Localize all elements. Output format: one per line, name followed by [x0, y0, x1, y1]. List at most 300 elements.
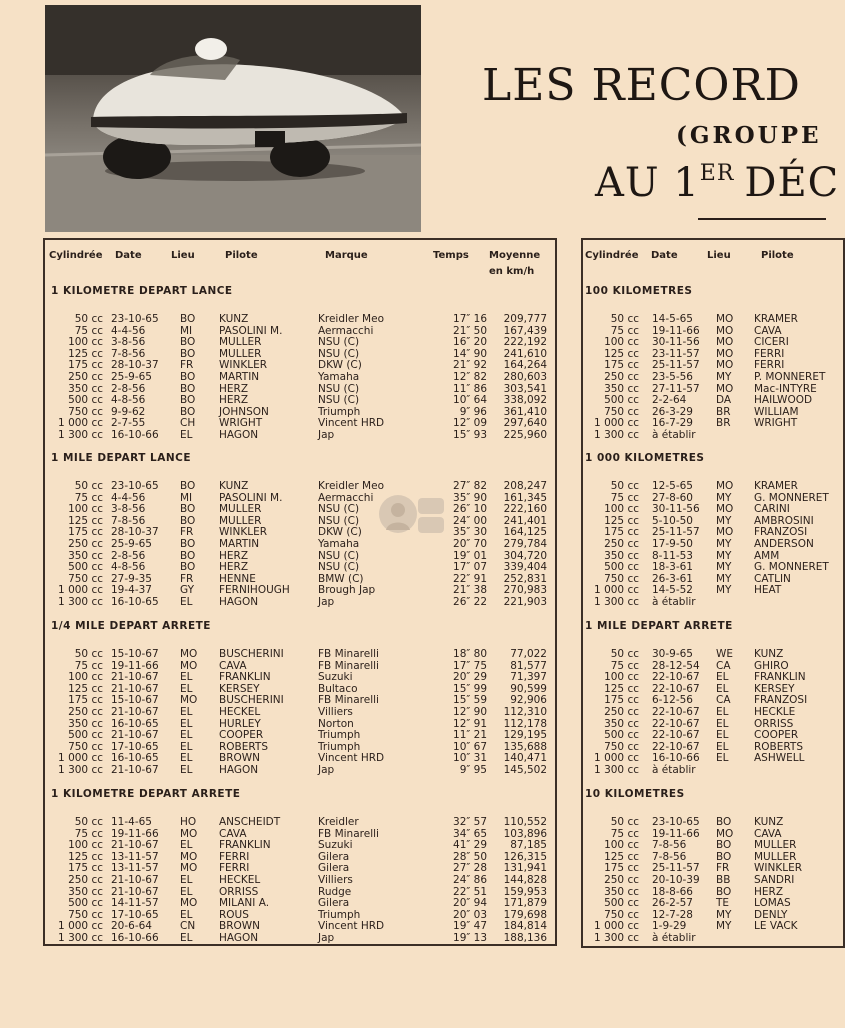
- marque-cell: Jap: [318, 932, 335, 944]
- table-row: [45, 584, 555, 596]
- table-row: [45, 671, 555, 683]
- lieu-cell: MO: [180, 897, 198, 910]
- header-lieu: Lieu: [707, 250, 731, 261]
- lieu-cell: EL: [716, 729, 729, 742]
- lieu-cell: EL: [180, 874, 193, 886]
- cylindree-cell: 750 cc: [68, 908, 103, 921]
- cylindree-cell: 1 300 cc: [594, 764, 639, 776]
- records-table-left: [43, 238, 557, 946]
- cylindree-cell: 250 cc: [604, 538, 639, 550]
- lieu-cell: MO: [716, 526, 734, 539]
- table-row: [583, 429, 843, 441]
- cylindree-cell: 50 cc: [610, 480, 639, 492]
- date-cell: 2-7-55: [111, 417, 146, 430]
- marque-cell: Suzuki: [318, 671, 353, 684]
- marque-cell: Gilera: [318, 862, 350, 875]
- cylindree-cell: 1 300 cc: [594, 429, 639, 441]
- cylindree-cell: 1 000 cc: [58, 417, 103, 430]
- moyenne-cell: 280,603: [503, 371, 547, 383]
- cylindree-cell: 1 300 cc: [58, 429, 103, 441]
- marque-cell: Aermacchi: [318, 324, 374, 337]
- table-row: [45, 828, 555, 840]
- section-title: 1 KILOMETRE DEPART ARRETE: [51, 788, 241, 800]
- lieu-cell: BO: [180, 538, 196, 550]
- date-cell: à établir: [652, 932, 696, 944]
- pilote-cell: HEAT: [754, 584, 782, 597]
- lieu-cell: MO: [716, 336, 734, 349]
- cylindree-cell: 350 cc: [68, 382, 103, 395]
- table-row: [583, 752, 843, 764]
- pilote-cell: HURLEY: [219, 717, 261, 730]
- lieu-cell: BO: [180, 405, 196, 418]
- lieu-cell: EL: [716, 717, 729, 730]
- lieu-cell: MY: [716, 908, 732, 921]
- date-cell: 21-10-67: [111, 729, 159, 742]
- pilote-cell: ANSCHEIDT: [219, 816, 281, 828]
- lieu-cell: BR: [716, 405, 731, 418]
- cylindree-cell: 125 cc: [68, 347, 103, 360]
- date-cell: 22-10-67: [652, 682, 700, 695]
- table-row: [45, 729, 555, 741]
- marque-cell: Suzuki: [318, 839, 353, 852]
- marque-cell: NSU (C): [318, 336, 360, 349]
- pilote-cell: ANDERSON: [754, 538, 814, 550]
- temps-cell: 15″ 93: [453, 429, 487, 441]
- moyenne-cell: 135,688: [503, 740, 547, 753]
- cylindree-cell: 100 cc: [604, 671, 639, 684]
- marque-cell: Gilera: [318, 850, 350, 863]
- table-row: [583, 648, 843, 660]
- date-cell: 25-11-57: [652, 359, 700, 372]
- lieu-cell: MO: [180, 648, 198, 660]
- date-cell: à établir: [652, 764, 696, 776]
- date-cell: 15-10-67: [111, 648, 159, 660]
- cylindree-cell: 750 cc: [604, 405, 639, 418]
- pilote-cell: COOPER: [219, 729, 264, 742]
- lieu-cell: EL: [180, 932, 193, 944]
- pilote-cell: MULLER: [219, 503, 262, 516]
- header-pilote: Pilote: [225, 250, 258, 261]
- section-title: 1 KILOMETRE DEPART LANCE: [51, 285, 233, 297]
- temps-cell: 35″ 90: [453, 491, 487, 504]
- pilote-cell: MULLER: [754, 839, 797, 852]
- lieu-cell: CN: [180, 920, 196, 933]
- moyenne-cell: 140,471: [503, 752, 547, 765]
- pilote-cell: CICERI: [754, 336, 789, 349]
- marque-cell: FB Minarelli: [318, 659, 379, 672]
- table-row: [583, 325, 843, 337]
- lieu-cell: MO: [180, 694, 198, 707]
- title-date-prefix: AU 1: [595, 160, 700, 206]
- date-cell: 15-10-67: [111, 694, 159, 707]
- marque-cell: NSU (C): [318, 549, 360, 562]
- lieu-cell: MY: [716, 561, 732, 574]
- temps-cell: 35″ 30: [453, 526, 487, 539]
- temps-cell: 24″ 86: [453, 874, 487, 886]
- table-row: [583, 741, 843, 753]
- table-row: [45, 573, 555, 585]
- pilote-cell: KERSEY: [754, 682, 795, 695]
- date-cell: 25-9-65: [111, 538, 152, 550]
- lieu-cell: EL: [180, 885, 193, 898]
- table-row: [45, 897, 555, 909]
- lieu-cell: BO: [716, 850, 732, 863]
- pilote-cell: ASHWELL: [754, 752, 805, 765]
- marque-cell: Villiers: [318, 706, 353, 718]
- table-row: [45, 683, 555, 695]
- cylindree-cell: 125 cc: [68, 682, 103, 695]
- date-cell: 17-10-65: [111, 740, 159, 753]
- table-row: [583, 383, 843, 395]
- temps-cell: 21″ 38: [453, 584, 487, 597]
- marque-cell: BMW (C): [318, 572, 364, 585]
- temps-cell: 10″ 64: [453, 394, 487, 407]
- cylindree-cell: 75 cc: [610, 324, 639, 337]
- lieu-cell: EL: [716, 682, 729, 695]
- moyenne-cell: 77,022: [510, 648, 547, 660]
- table-row: [45, 886, 555, 898]
- pilote-cell: HECKEL: [219, 874, 261, 886]
- date-cell: 23-10-65: [111, 313, 159, 325]
- cylindree-cell: 1 000 cc: [594, 920, 639, 933]
- marque-cell: FB Minarelli: [318, 648, 379, 660]
- pilote-cell: KERSEY: [219, 682, 260, 695]
- table-row: [45, 383, 555, 395]
- cylindree-cell: 500 cc: [604, 561, 639, 574]
- date-cell: 22-10-67: [652, 717, 700, 730]
- table-row: [583, 886, 843, 898]
- lieu-cell: MI: [180, 491, 193, 504]
- moyenne-cell: 145,502: [503, 764, 547, 776]
- date-cell: 22-10-67: [652, 729, 700, 742]
- lieu-cell: EL: [180, 908, 193, 921]
- pilote-cell: HAGON: [219, 596, 259, 608]
- lieu-cell: BO: [180, 549, 196, 562]
- lieu-cell: CA: [716, 659, 731, 672]
- pilote-cell: MULLER: [219, 514, 262, 527]
- lieu-cell: MO: [716, 347, 734, 360]
- cylindree-cell: 100 cc: [604, 336, 639, 349]
- marque-cell: FB Minarelli: [318, 694, 379, 707]
- pilote-cell: ROUS: [219, 908, 249, 921]
- table-row: [583, 920, 843, 932]
- moyenne-cell: 361,410: [503, 405, 547, 418]
- lieu-cell: FR: [180, 359, 194, 372]
- lieu-cell: MI: [180, 324, 193, 337]
- pilote-cell: AMM: [754, 549, 780, 562]
- lieu-cell: MO: [716, 827, 734, 840]
- cylindree-cell: 350 cc: [68, 717, 103, 730]
- pilote-cell: FERNIHOUGH: [219, 584, 290, 597]
- cylindree-cell: 125 cc: [604, 850, 639, 863]
- cylindree-cell: 750 cc: [68, 740, 103, 753]
- temps-cell: 20″ 70: [453, 538, 487, 550]
- moyenne-cell: 304,720: [503, 549, 547, 562]
- cylindree-cell: 1 300 cc: [58, 764, 103, 776]
- date-cell: 27-11-57: [652, 382, 700, 395]
- table-row: [45, 660, 555, 672]
- date-cell: 16-10-66: [111, 429, 159, 441]
- temps-cell: 27″ 28: [453, 862, 487, 875]
- table-row: [45, 816, 555, 828]
- temps-cell: 32″ 57: [453, 816, 487, 828]
- lieu-cell: MO: [180, 827, 198, 840]
- cylindree-cell: 350 cc: [68, 885, 103, 898]
- pilote-cell: ROBERTS: [754, 740, 804, 753]
- moyenne-cell: 159,953: [503, 885, 547, 898]
- cylindree-cell: 500 cc: [68, 394, 103, 407]
- lieu-cell: EL: [180, 429, 193, 441]
- moyenne-cell: 161,345: [503, 491, 547, 504]
- date-cell: 21-10-67: [111, 682, 159, 695]
- date-cell: 27-9-35: [111, 572, 152, 585]
- page-subtitle: (GROUPE: [676, 122, 822, 149]
- date-cell: 21-10-67: [111, 874, 159, 886]
- date-cell: 28-10-37: [111, 526, 159, 539]
- cylindree-cell: 175 cc: [68, 862, 103, 875]
- date-cell: 4-4-56: [111, 324, 146, 337]
- section-title: 1/4 MILE DEPART ARRETE: [51, 620, 211, 632]
- marque-cell: Jap: [318, 764, 335, 776]
- table-row: [583, 660, 843, 672]
- moyenne-cell: 90,599: [510, 682, 547, 695]
- lieu-cell: MY: [716, 584, 732, 597]
- cylindree-cell: 350 cc: [604, 382, 639, 395]
- temps-cell: 17″ 07: [453, 561, 487, 574]
- date-cell: 3-8-56: [111, 503, 146, 516]
- pilote-cell: HERZ: [219, 394, 249, 407]
- table-row: [583, 816, 843, 828]
- cylindree-cell: 750 cc: [604, 740, 639, 753]
- table-row: [45, 336, 555, 348]
- header-date: Date: [115, 250, 142, 261]
- temps-cell: 10″ 67: [453, 740, 487, 753]
- cylindree-cell: 250 cc: [604, 371, 639, 383]
- pilote-cell: FRANKLIN: [754, 671, 806, 684]
- cylindree-cell: 175 cc: [68, 694, 103, 707]
- pilote-cell: LOMAS: [754, 897, 791, 910]
- header-date: Date: [651, 250, 678, 261]
- table-row: [45, 741, 555, 753]
- date-cell: 21-10-67: [111, 764, 159, 776]
- lieu-cell: BO: [180, 514, 196, 527]
- date-cell: 16-7-29: [652, 417, 693, 430]
- lieu-cell: EL: [180, 717, 193, 730]
- date-cell: 14-5-65: [652, 313, 693, 325]
- moyenne-cell: 222,160: [503, 503, 547, 516]
- moyenne-cell: 164,125: [503, 526, 547, 539]
- marque-cell: DKW (C): [318, 359, 362, 372]
- pilote-cell: G. MONNERET: [754, 561, 829, 574]
- marque-cell: NSU (C): [318, 514, 360, 527]
- temps-cell: 28″ 50: [453, 850, 487, 863]
- temps-cell: 12″ 91: [453, 717, 487, 730]
- cylindree-cell: 1 000 cc: [594, 752, 639, 765]
- pilote-cell: FRANZOSI: [754, 694, 808, 707]
- pilote-cell: MULLER: [219, 347, 262, 360]
- date-cell: 26-2-57: [652, 897, 693, 910]
- lieu-cell: BO: [716, 816, 732, 828]
- moyenne-cell: 110,552: [503, 816, 547, 828]
- date-cell: 19-11-66: [111, 659, 159, 672]
- marque-cell: Triumph: [318, 740, 361, 753]
- date-cell: 21-10-67: [111, 671, 159, 684]
- table-row: [583, 371, 843, 383]
- page-title: LES RECORD: [482, 60, 801, 111]
- cylindree-cell: 175 cc: [604, 359, 639, 372]
- pilote-cell: FERRI: [754, 359, 785, 372]
- cylindree-cell: 50 cc: [74, 648, 103, 660]
- date-cell: 16-10-65: [111, 717, 159, 730]
- lieu-cell: EL: [180, 729, 193, 742]
- marque-cell: Yamaha: [318, 538, 360, 550]
- marque-cell: Villiers: [318, 874, 353, 886]
- cylindree-cell: 75 cc: [74, 827, 103, 840]
- pilote-cell: FERRI: [219, 850, 250, 863]
- lieu-cell: MY: [716, 549, 732, 562]
- lieu-cell: MY: [716, 538, 732, 550]
- table-row: [45, 371, 555, 383]
- pilote-cell: MILANI A.: [219, 897, 270, 910]
- pilote-cell: PASOLINI M.: [219, 324, 283, 337]
- lieu-cell: BO: [180, 503, 196, 516]
- table-row: [583, 348, 843, 360]
- lieu-cell: MO: [716, 359, 734, 372]
- cylindree-cell: 125 cc: [68, 850, 103, 863]
- temps-cell: 20″ 03: [453, 908, 487, 921]
- marque-cell: FB Minarelli: [318, 827, 379, 840]
- lieu-cell: BO: [180, 371, 196, 383]
- table-row: [583, 573, 843, 585]
- lieu-cell: BO: [180, 480, 196, 492]
- date-cell: 19-11-66: [652, 324, 700, 337]
- marque-cell: NSU (C): [318, 561, 360, 574]
- table-row: [583, 694, 843, 706]
- cylindree-cell: 100 cc: [68, 503, 103, 516]
- moyenne-cell: 126,315: [503, 850, 547, 863]
- pilote-cell: BROWN: [219, 752, 261, 765]
- table-row: [583, 764, 843, 776]
- table-row: [45, 406, 555, 418]
- lieu-cell: EL: [716, 671, 729, 684]
- cylindree-cell: 75 cc: [610, 491, 639, 504]
- temps-cell: 12″ 09: [453, 417, 487, 430]
- temps-cell: 27″ 82: [453, 480, 487, 492]
- watermark-logo: [378, 490, 448, 540]
- table-row: [45, 874, 555, 886]
- date-cell: 7-8-56: [111, 514, 146, 527]
- marque-cell: DKW (C): [318, 526, 362, 539]
- pilote-cell: WINKLER: [219, 526, 267, 539]
- cylindree-cell: 100 cc: [68, 839, 103, 852]
- lieu-cell: EL: [180, 764, 193, 776]
- cylindree-cell: 100 cc: [68, 671, 103, 684]
- marque-cell: Gilera: [318, 897, 350, 910]
- table-row: [583, 359, 843, 371]
- table-row: [45, 359, 555, 371]
- date-cell: 23-11-57: [652, 347, 700, 360]
- pilote-cell: DENLY: [754, 908, 788, 921]
- pilote-cell: BROWN: [219, 920, 261, 933]
- table-row: [583, 706, 843, 718]
- lieu-cell: MO: [716, 324, 734, 337]
- marque-cell: Triumph: [318, 729, 361, 742]
- cylindree-cell: 1 000 cc: [58, 920, 103, 933]
- date-cell: 20-10-39: [652, 874, 700, 886]
- date-cell: 7-8-56: [652, 839, 687, 852]
- lieu-cell: MY: [716, 514, 732, 527]
- date-cell: 12-7-28: [652, 908, 693, 921]
- cylindree-cell: 175 cc: [604, 862, 639, 875]
- temps-cell: 20″ 29: [453, 671, 487, 684]
- date-cell: 19-4-37: [111, 584, 152, 597]
- table-row: [583, 336, 843, 348]
- temps-cell: 18″ 80: [453, 648, 487, 660]
- marque-cell: Triumph: [318, 908, 361, 921]
- cylindree-cell: 50 cc: [74, 480, 103, 492]
- date-cell: 4-8-56: [111, 394, 146, 407]
- pilote-cell: HAGON: [219, 429, 259, 441]
- marque-cell: NSU (C): [318, 382, 360, 395]
- date-cell: 21-10-67: [111, 839, 159, 852]
- pilote-cell: MARTIN: [219, 538, 260, 550]
- date-cell: 16-10-66: [111, 932, 159, 944]
- pilote-cell: CARINI: [754, 503, 790, 516]
- date-cell: 2-2-64: [652, 394, 687, 407]
- date-cell: 21-10-67: [111, 706, 159, 718]
- date-cell: 16-10-66: [652, 752, 700, 765]
- marque-cell: Bultaco: [318, 682, 358, 695]
- table-row: [583, 313, 843, 325]
- pilote-cell: HERZ: [754, 885, 784, 898]
- header-moyenne-unit: en km/h: [489, 266, 535, 277]
- lieu-cell: BO: [180, 347, 196, 360]
- temps-cell: 19″ 13: [453, 932, 487, 944]
- date-cell: 17-9-50: [652, 538, 693, 550]
- cylindree-cell: 350 cc: [604, 549, 639, 562]
- temps-cell: 19″ 47: [453, 920, 487, 933]
- cylindree-cell: 75 cc: [74, 324, 103, 337]
- header-moyenne: Moyenne: [489, 250, 541, 261]
- lieu-cell: BO: [180, 313, 196, 325]
- cylindree-cell: 75 cc: [610, 659, 639, 672]
- pilote-cell: KUNZ: [754, 648, 784, 660]
- moyenne-cell: 71,397: [510, 671, 547, 684]
- lieu-cell: MY: [716, 572, 732, 585]
- lieu-cell: EL: [716, 752, 729, 765]
- lieu-cell: MY: [716, 920, 732, 933]
- pilote-cell: MARTIN: [219, 371, 260, 383]
- date-cell: 13-11-57: [111, 850, 159, 863]
- temps-cell: 15″ 59: [453, 694, 487, 707]
- pilote-cell: HERZ: [219, 561, 249, 574]
- pilote-cell: FRANKLIN: [219, 671, 271, 684]
- date-cell: 23-5-56: [652, 371, 693, 383]
- pilote-cell: PASOLINI M.: [219, 491, 283, 504]
- moyenne-cell: 131,941: [503, 862, 547, 875]
- pilote-cell: LE VACK: [754, 920, 798, 933]
- lieu-cell: BR: [716, 417, 731, 430]
- date-cell: 6-12-56: [652, 694, 693, 707]
- cylindree-cell: 350 cc: [68, 549, 103, 562]
- table-row: [583, 394, 843, 406]
- cylindree-cell: 100 cc: [68, 336, 103, 349]
- moyenne-cell: 221,903: [503, 596, 547, 608]
- date-cell: 5-10-50: [652, 514, 693, 527]
- lieu-cell: MO: [180, 862, 198, 875]
- table-row: [45, 325, 555, 337]
- moyenne-cell: 279,784: [503, 538, 547, 550]
